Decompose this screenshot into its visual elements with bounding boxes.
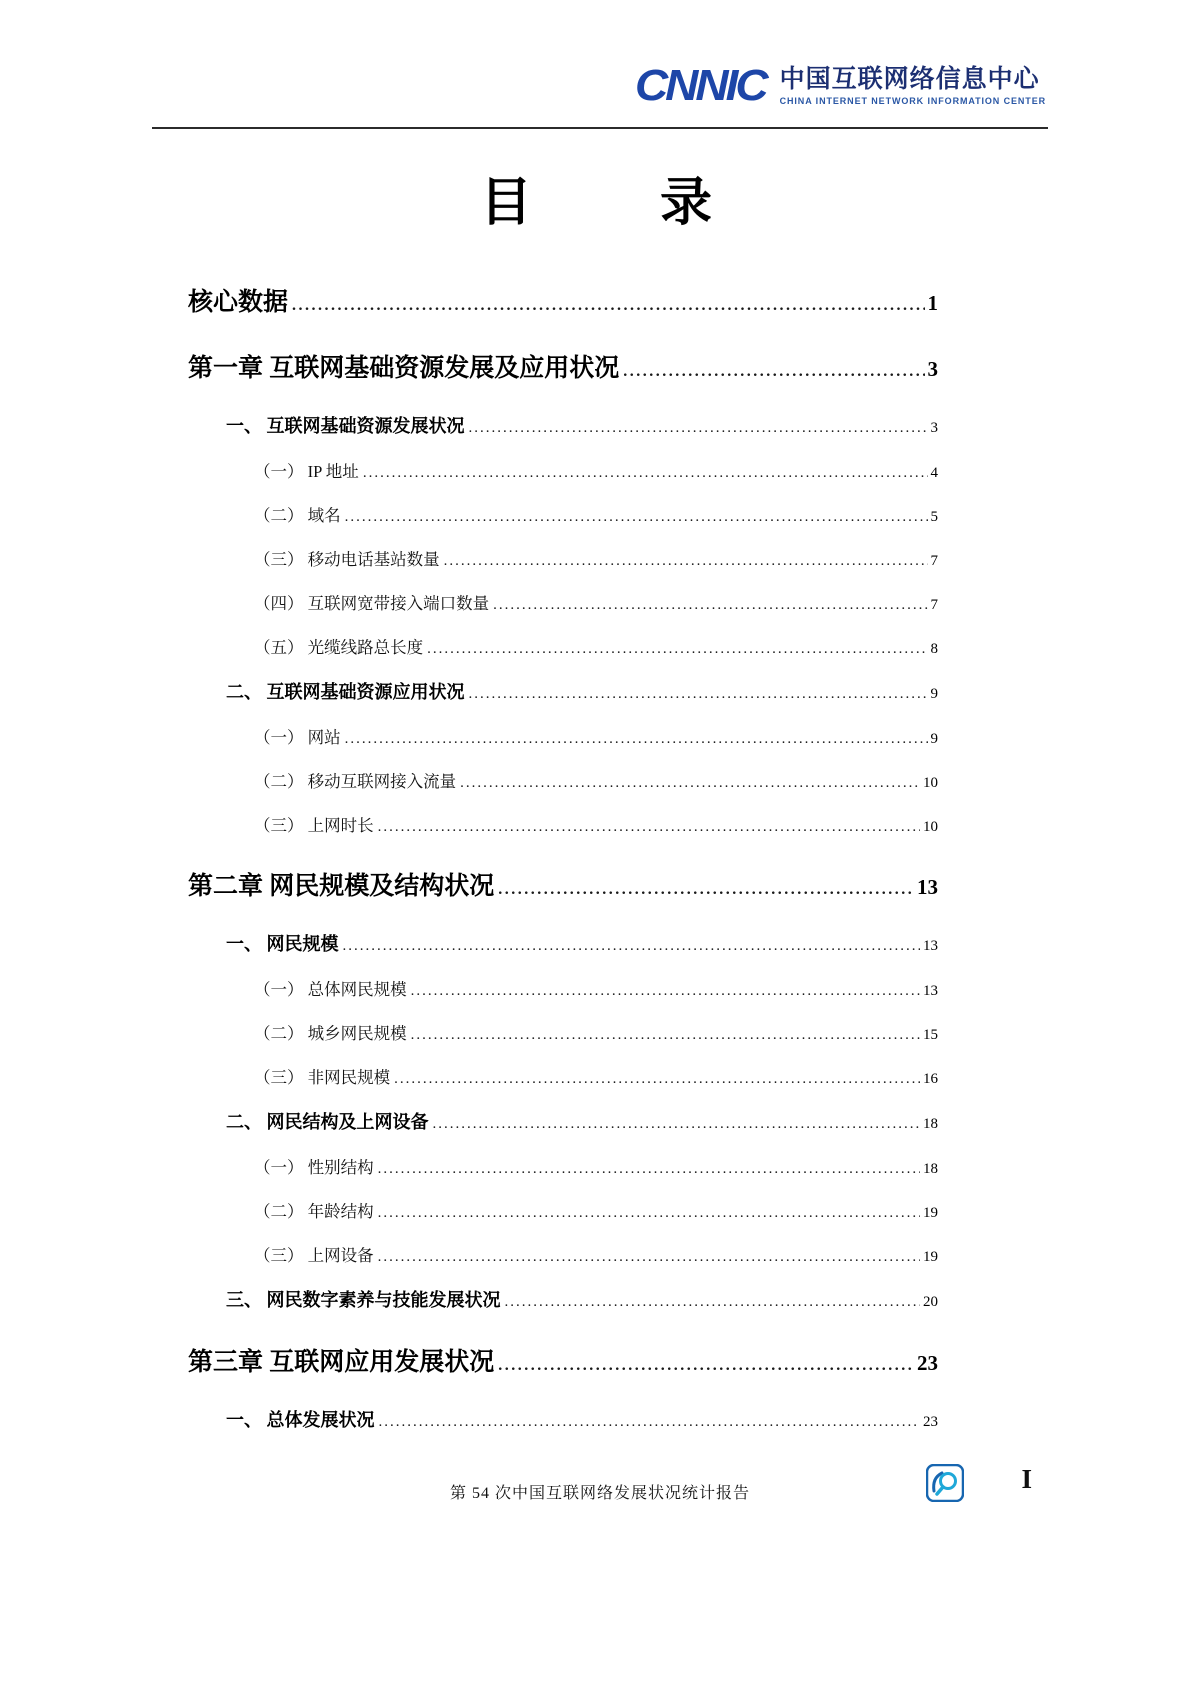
toc-entry — [188, 1020, 938, 1044]
toc-dot-leader — [343, 937, 921, 955]
toc-dot-leader — [444, 552, 928, 570]
toc-entry — [188, 866, 938, 902]
toc-dot-leader — [411, 1026, 920, 1044]
toc-dot-leader — [379, 1413, 921, 1431]
toc-entry-label: （一） 总体网民规模 — [254, 980, 407, 999]
toc-entry-page: 5 — [930, 509, 938, 525]
toc-entry-label: （一） IP 地址 — [254, 462, 359, 481]
toc-entry — [188, 1198, 938, 1222]
toc-entry-page: 13 — [923, 983, 938, 999]
toc-entry-label: （二） 移动互联网接入流量 — [254, 772, 457, 791]
toc-entry — [188, 282, 938, 318]
toc-dot-leader — [345, 508, 928, 526]
toc-entry — [188, 1406, 938, 1432]
toc-dot-leader — [411, 982, 920, 1000]
toc-entry-page: 16 — [923, 1071, 938, 1087]
toc-entry — [188, 1242, 938, 1266]
toc-entry-page: 23 — [917, 1351, 938, 1375]
cnnic-logo: CNNIC — [634, 60, 766, 110]
toc-entry — [188, 590, 938, 614]
toc-dot-leader — [623, 363, 924, 381]
toc-entry-label: （三） 上网时长 — [254, 816, 374, 835]
toc-dot-leader — [433, 1115, 921, 1133]
toc-entry-label: （二） 年龄结构 — [254, 1202, 374, 1221]
toc-dot-leader — [469, 419, 928, 437]
toc-dot-leader — [378, 1204, 920, 1222]
toc-entry-page: 19 — [923, 1249, 938, 1265]
toc-entry-page: 10 — [923, 775, 938, 791]
toc-entry-page: 1 — [927, 291, 938, 315]
toc-entry — [188, 724, 938, 748]
toc-entry — [188, 458, 938, 482]
toc-entry — [188, 1154, 938, 1178]
toc-dot-leader — [378, 818, 920, 836]
toc-dot-leader — [493, 596, 927, 614]
toc-entry-page: 18 — [923, 1161, 938, 1177]
toc-dot-leader — [345, 730, 928, 748]
toc-entry-page: 7 — [930, 553, 938, 569]
toc-entry-label: 一、 总体发展状况 — [226, 1410, 375, 1430]
toc-entry-page: 3 — [927, 357, 938, 381]
toc-entry-label: （三） 上网设备 — [254, 1246, 374, 1265]
org-name-english: CHINA INTERNET NETWORK INFORMATION CENTER — [779, 96, 1046, 106]
toc-entry-label: （一） 性别结构 — [254, 1158, 374, 1177]
toc-entry-label: 第三章 互联网应用发展状况 — [188, 1349, 495, 1376]
toc-dot-leader — [394, 1070, 920, 1088]
toc-entry-label: （四） 互联网宽带接入端口数量 — [254, 594, 490, 613]
toc-entry-page: 23 — [923, 1414, 938, 1430]
toc-entry-label: （二） 城乡网民规模 — [254, 1024, 407, 1043]
toc-entry — [188, 1108, 938, 1134]
cnnic-seal-icon — [926, 1464, 964, 1502]
toc-entry — [188, 812, 938, 836]
toc-entry-page: 7 — [930, 597, 938, 613]
toc-list — [188, 252, 938, 1452]
toc-entry-page: 9 — [930, 731, 938, 747]
toc-dot-leader — [498, 881, 914, 899]
toc-dot-leader — [505, 1293, 921, 1311]
toc-entry — [188, 768, 938, 792]
toc-entry-label: （二） 域名 — [254, 506, 341, 525]
footer-report-title: 第 54 次中国互联网络发展状况统计报告 — [449, 1485, 750, 1502]
toc-entry — [188, 348, 938, 384]
toc-entry-page: 18 — [923, 1116, 938, 1132]
toc-dot-leader — [378, 1160, 920, 1178]
toc-entry-page: 13 — [923, 938, 938, 954]
toc-entry-label: 一、 互联网基础资源发展状况 — [226, 416, 465, 436]
toc-entry-label: （一） 网站 — [254, 728, 341, 747]
toc-dot-leader — [498, 1357, 914, 1375]
org-name-chinese: 中国互联网络信息中心 — [779, 64, 1040, 93]
toc-entry-page: 3 — [930, 420, 938, 436]
toc-entry-page: 10 — [923, 819, 938, 835]
toc-entry — [188, 976, 938, 1000]
page-header — [635, 62, 1046, 108]
toc-entry — [188, 502, 938, 526]
toc-entry-page: 4 — [930, 465, 938, 481]
toc-entry-page: 8 — [930, 641, 938, 657]
toc-entry-label: 三、 网民数字素养与技能发展状况 — [226, 1290, 501, 1310]
header-divider — [152, 127, 1048, 129]
toc-dot-leader — [460, 774, 920, 792]
toc-entry-label: 一、 网民规模 — [226, 934, 339, 954]
toc-entry — [188, 1064, 938, 1088]
toc-entry — [188, 1286, 938, 1312]
toc-entry-page: 19 — [923, 1205, 938, 1221]
toc-entry — [188, 930, 938, 956]
toc-entry-page: 9 — [930, 686, 938, 702]
toc-dot-leader — [427, 640, 927, 658]
toc-entry-label: 第一章 互联网基础资源发展及应用状况 — [188, 355, 620, 382]
toc-entry-label: （五） 光缆线路总长度 — [254, 638, 424, 657]
toc-entry-label: （三） 非网民规模 — [254, 1068, 391, 1087]
toc-dot-leader — [469, 685, 928, 703]
toc-entry-label: 第二章 网民规模及结构状况 — [188, 873, 495, 900]
toc-entry-label: 核心数据 — [188, 289, 289, 316]
toc-entry — [188, 678, 938, 704]
toc-entry-page: 20 — [923, 1294, 938, 1310]
toc-entry — [188, 634, 938, 658]
toc-entry-label: 二、 互联网基础资源应用状况 — [226, 682, 465, 702]
toc-entry — [188, 1342, 938, 1378]
toc-dot-leader — [378, 1248, 920, 1266]
toc-entry-label: （三） 移动电话基站数量 — [254, 550, 440, 569]
footer-page-number: I — [1021, 1464, 1032, 1494]
toc-dot-leader — [363, 464, 928, 482]
org-name-block — [780, 66, 1046, 109]
toc-entry — [188, 412, 938, 438]
toc-entry-page: 15 — [923, 1027, 938, 1043]
toc-entry-label: 二、 网民结构及上网设备 — [226, 1112, 429, 1132]
toc-entry — [188, 546, 938, 570]
page-title: 目 录 — [479, 175, 720, 232]
toc-dot-leader — [292, 297, 924, 315]
toc-entry-page: 13 — [917, 875, 938, 899]
